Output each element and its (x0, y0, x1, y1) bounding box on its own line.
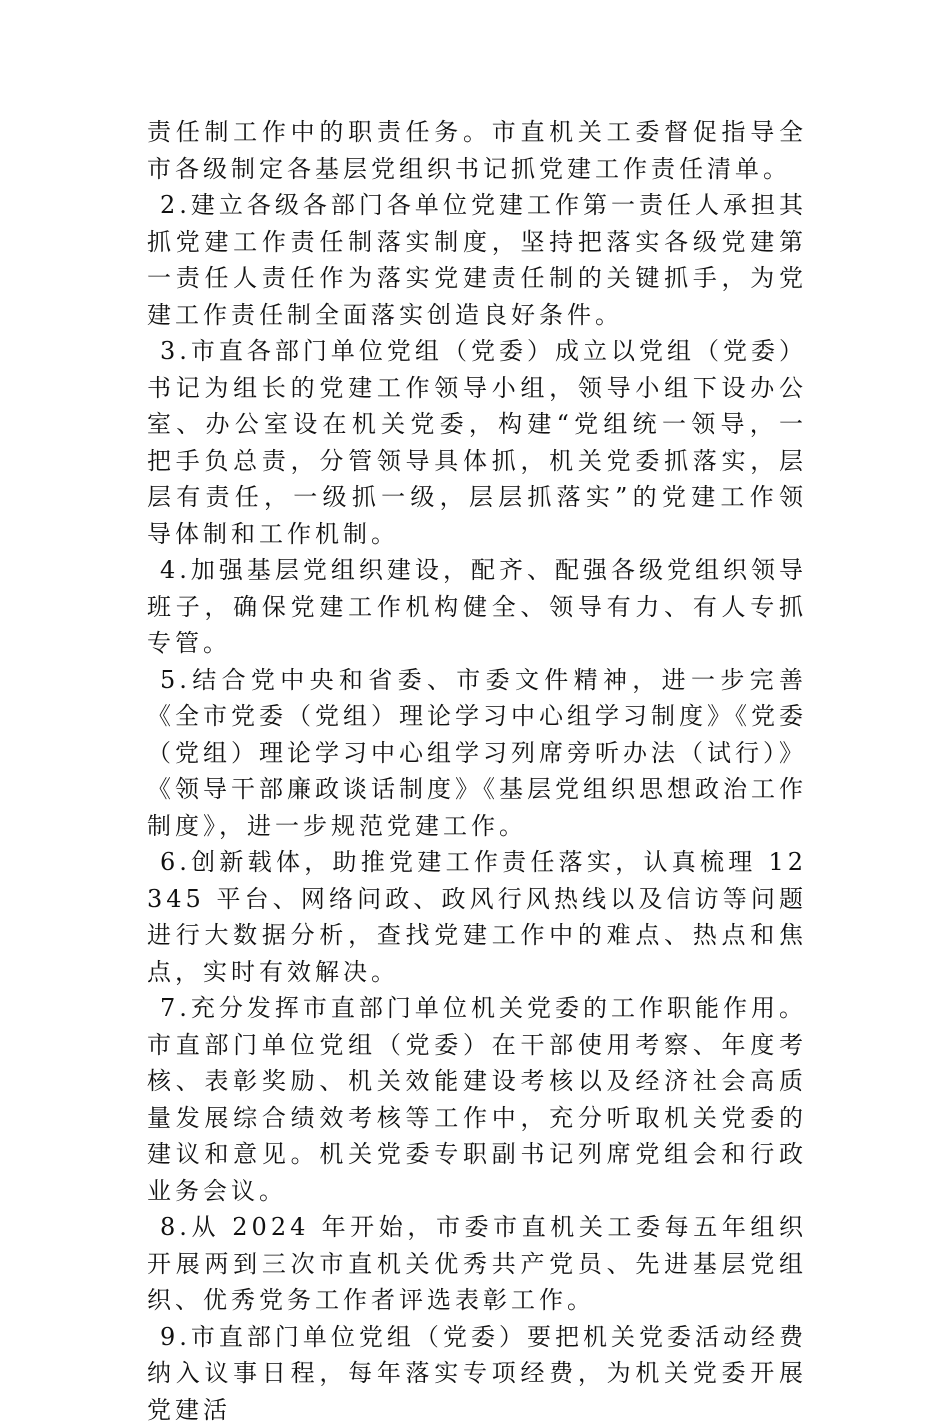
paragraph-item-4: 4.加强基层党组织建设，配齐、配强各级党组织领导班子，确保党建工作机构健全、领导有力、有人专抓专管。 (147, 552, 807, 662)
paragraph-continuation: 责任制工作中的职责任务。市直机关工委督促指导全市各级制定各基层党组织书记抓党建工作责任清单。 (147, 114, 807, 187)
paragraph-item-2: 2.建立各级各部门各单位党建工作第一责任人承担其抓党建工作责任制落实制度，坚持把落实各级党建第一责任人责任作为落实党建责任制的关键抓手，为党建工作责任制全面落实创造良好条件。 (147, 187, 807, 333)
paragraph-item-9: 9.市直部门单位党组（党委）要把机关党委活动经费纳入议事日程，每年落实专项经费，为机关党委开展党建活 (147, 1319, 807, 1428)
paragraph-item-6: 6.创新载体，助推党建工作责任落实，认真梳理 12345 平台、网络问政、政风行风热线以及信访等问题进行大数据分析，查找党建工作中的难点、热点和焦点，实时有效解决。 (147, 844, 807, 990)
paragraph-item-5: 5.结合党中央和省委、市委文件精神，进一步完善《全市党委（党组）理论学习中心组学习制度》《党委（党组）理论学习中心组学习列席旁听办法（试行）》《领导干部廉政谈话制度》《基层党组织思想政治工作制度》，进一步规范党建工作。 (147, 662, 807, 845)
paragraph-item-3: 3.市直各部门单位党组（党委）成立以党组（党委）书记为组长的党建工作领导小组，领导小组下设办公室、办公室设在机关党委，构建“党组统一领导，一把手负总责，分管领导具体抓，机关党委抓落实，层层有责任，一级抓一级，层层抓落实”的党建工作领导体制和工作机制。 (147, 333, 807, 552)
paragraph-item-7: 7.充分发挥市直部门单位机关党委的工作职能作用。市直部门单位党组（党委）在干部使用考察、年度考核、表彰奖励、机关效能建设考核以及经济社会高质量发展综合绩效考核等工作中，充分听取机关党委的建议和意见。机关党委专职副书记列席党组会和行政业务会议。 (147, 990, 807, 1209)
paragraph-item-8: 8.从 2024 年开始，市委市直机关工委每五年组织开展两到三次市直机关优秀共产党员、先进基层党组织、优秀党务工作者评选表彰工作。 (147, 1209, 807, 1319)
document-page (147, 114, 807, 1428)
